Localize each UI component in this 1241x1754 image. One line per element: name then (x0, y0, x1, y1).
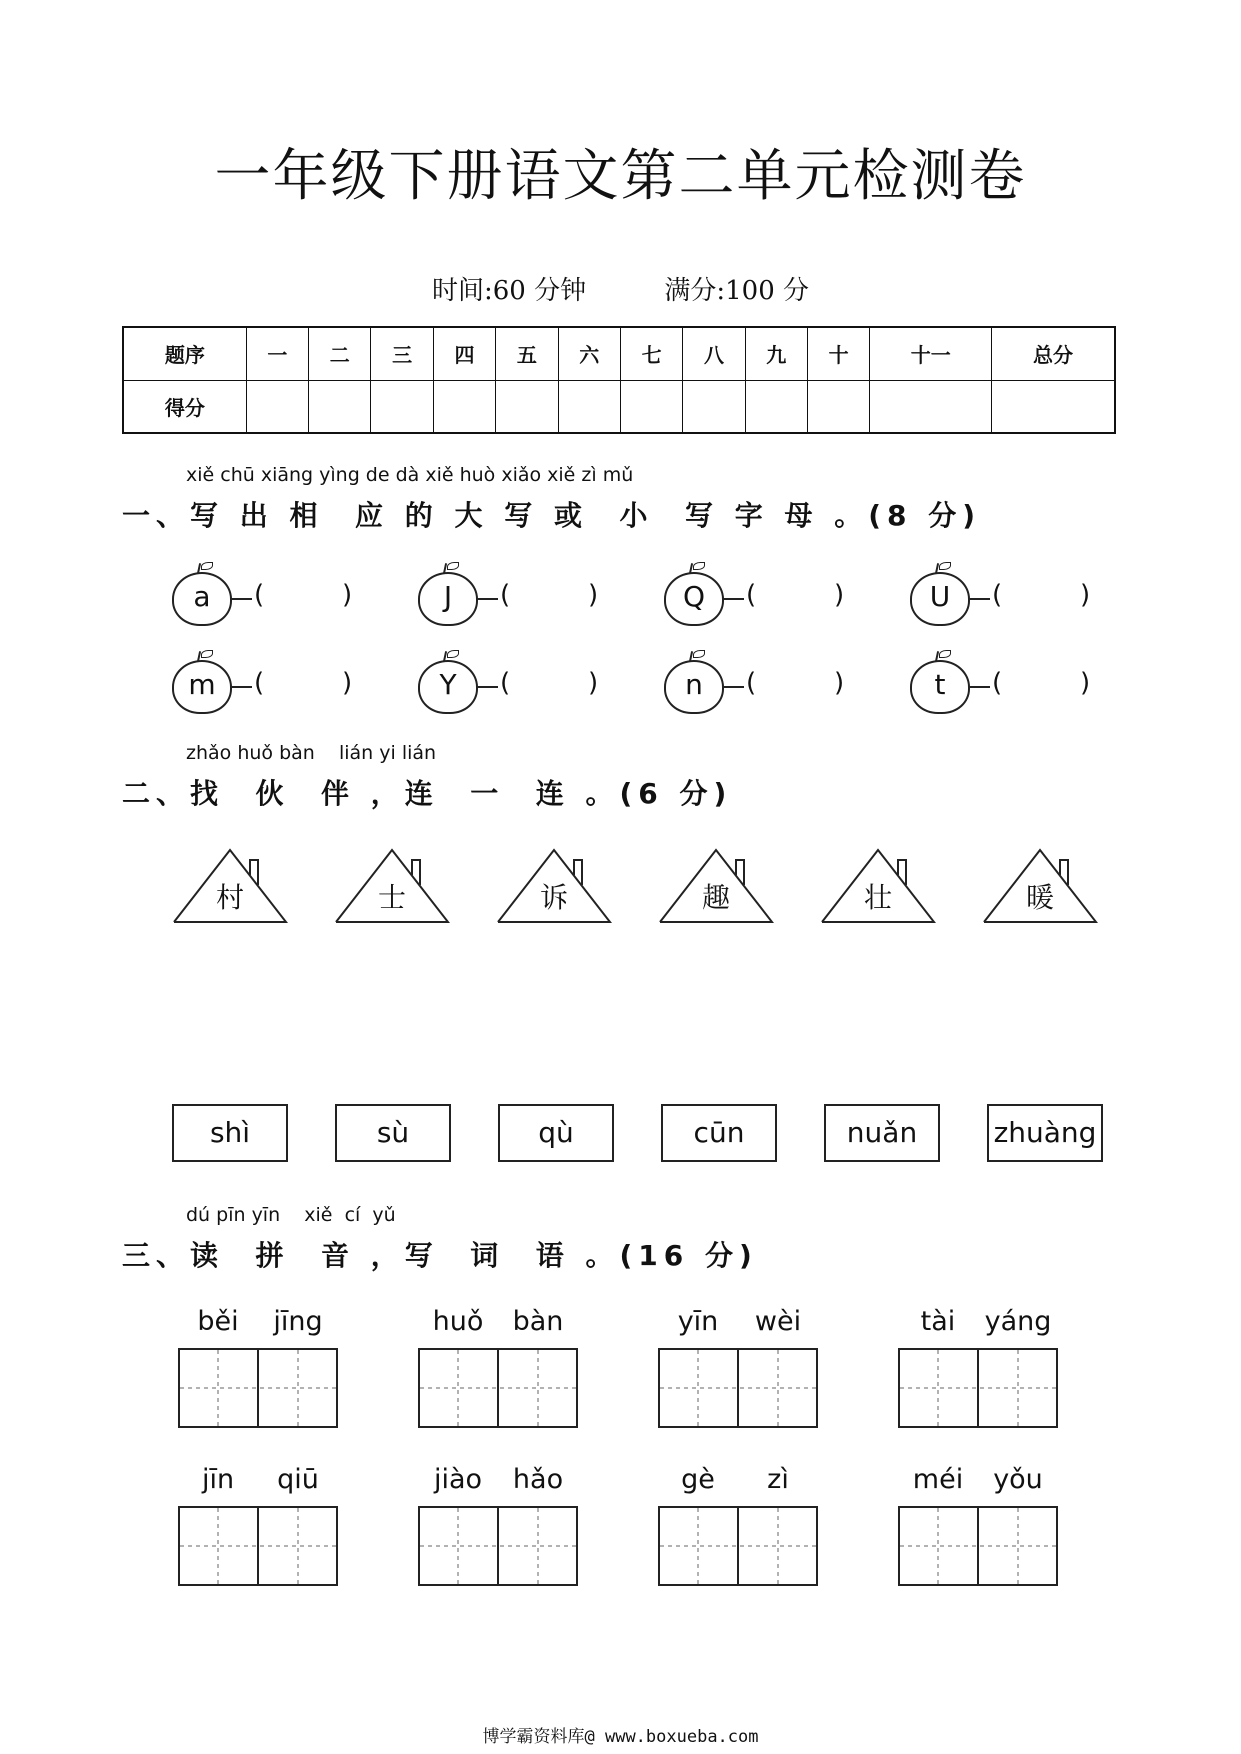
answer-blank[interactable] (1006, 668, 1076, 702)
answer-paren-open: ( (746, 580, 757, 610)
score-header-cell: 七 (620, 327, 682, 380)
score-header-cell: 五 (496, 327, 558, 380)
word-pinyin: qiū (277, 1464, 319, 1495)
house-card[interactable] (982, 848, 1098, 924)
answer-paren-open: ( (500, 668, 511, 698)
word-pinyin: yīn (677, 1306, 719, 1337)
tianzige-grid[interactable] (898, 1506, 1058, 1586)
apple-leaf (939, 650, 951, 658)
answer-blank[interactable] (268, 580, 338, 614)
word-item (178, 1464, 338, 1594)
score-header-cell: 八 (683, 327, 745, 380)
score-cell[interactable] (683, 380, 745, 433)
answer-paren-close: ) (588, 668, 599, 698)
answer-blank[interactable] (760, 668, 830, 702)
answer-paren-close: ) (342, 580, 353, 610)
answer-paren-close: ) (588, 580, 599, 610)
apple-letter: Q (682, 580, 706, 613)
connector-dash (722, 686, 744, 688)
score-cell[interactable] (496, 380, 558, 433)
apple-icon (418, 660, 478, 714)
word-item (178, 1306, 338, 1436)
apple-leaf (201, 562, 213, 570)
tianzige-grid[interactable] (898, 1348, 1058, 1428)
score-header-cell: 十一 (870, 327, 992, 380)
house-card[interactable] (496, 848, 612, 924)
apple-icon (664, 572, 724, 626)
pinyin-box[interactable]: cūn (661, 1104, 777, 1162)
apple-leaf (447, 562, 459, 570)
score-cell[interactable] (745, 380, 807, 433)
answer-paren-open: ( (254, 668, 265, 698)
answer-paren-open: ( (992, 668, 1003, 698)
score-cell[interactable] (433, 380, 495, 433)
exam-meta (0, 270, 1241, 307)
apple-leaf (201, 650, 213, 658)
answer-blank[interactable] (514, 580, 584, 614)
section1-heading: 一、写 出 相 应 的 大 写 或 小 写 字 母 。(8 分) (122, 499, 982, 532)
score-header-cell: 四 (433, 327, 495, 380)
apple-leaf (447, 650, 459, 658)
score-cell[interactable] (246, 380, 308, 433)
connector-dash (230, 686, 252, 688)
word-pinyin: zì (767, 1464, 789, 1495)
apple-icon (910, 660, 970, 714)
apple-letter: t (934, 668, 946, 701)
house-character: 士 (377, 881, 406, 914)
house-character: 壮 (863, 881, 892, 914)
connector-dash (476, 598, 498, 600)
house-character: 诉 (539, 881, 568, 914)
tianzige-grid[interactable] (418, 1506, 578, 1586)
apple-icon (418, 572, 478, 626)
answer-paren-close: ) (1080, 668, 1091, 698)
word-pinyin: gè (681, 1464, 715, 1495)
answer-paren-open: ( (992, 580, 1003, 610)
word-pinyin: jīn (201, 1464, 235, 1495)
answer-paren-open: ( (254, 580, 265, 610)
apple-leaf (939, 562, 951, 570)
section2-heading: 二、找 伙 伴 ，连 一 连 。(6 分) (122, 777, 733, 810)
exam-time: 时间:60 分钟 (431, 276, 587, 306)
answer-blank[interactable] (268, 668, 338, 702)
score-table (122, 326, 1116, 434)
pinyin-box[interactable]: shì (172, 1104, 288, 1162)
answer-blank[interactable] (514, 668, 584, 702)
word-pinyin: huǒ (432, 1306, 484, 1337)
tianzige-grid[interactable] (178, 1506, 338, 1586)
footer-watermark: 博学霸资料库@ www.boxueba.com (482, 1727, 759, 1747)
connector-dash (968, 598, 990, 600)
word-pinyin: běi (197, 1306, 239, 1337)
word-item (898, 1306, 1058, 1436)
page-title: 一年级下册语文第二单元检测卷 (214, 144, 1027, 209)
word-item (898, 1464, 1058, 1594)
answer-paren-open: ( (500, 580, 511, 610)
house-card[interactable] (172, 848, 288, 924)
word-pinyin: jiào (433, 1464, 483, 1495)
word-item (418, 1464, 578, 1594)
score-header-cell: 二 (309, 327, 371, 380)
score-cell[interactable] (558, 380, 620, 433)
answer-paren-close: ) (834, 668, 845, 698)
section3-heading: 三、读 拼 音 ，写 词 语 。(16 分) (122, 1239, 758, 1272)
apple-icon (172, 572, 232, 626)
exam-full-score: 满分:100 分 (664, 276, 810, 306)
score-cell[interactable] (807, 380, 869, 433)
word-item (658, 1306, 818, 1436)
section2-pinyin: zhǎo huǒ bàn lián yi lián (186, 742, 437, 764)
answer-paren-close: ) (834, 580, 845, 610)
tianzige-grid[interactable] (658, 1348, 818, 1428)
word-pinyin: yáng (984, 1306, 1052, 1337)
apple-leaf (693, 562, 705, 570)
answer-paren-close: ) (342, 668, 353, 698)
section3-pinyin: dú pīn yīn xiě cí yǔ (186, 1204, 396, 1226)
score-table-header-row (123, 327, 1115, 380)
apple-letter: m (188, 668, 216, 701)
apple-letter: n (685, 668, 703, 701)
answer-blank[interactable] (1006, 580, 1076, 614)
answer-blank[interactable] (760, 580, 830, 614)
score-header-cell: 总分 (992, 327, 1115, 380)
tianzige-grid[interactable] (418, 1348, 578, 1428)
word-pinyin: hǎo (512, 1464, 564, 1495)
section1-pinyin: xiě chū xiāng yìng de dà xiě huò xiǎo xiě zì mǔ (186, 464, 634, 486)
house-card[interactable] (658, 848, 774, 924)
house-character: 趣 (701, 881, 730, 914)
connector-dash (722, 598, 744, 600)
word-pinyin: jīng (273, 1306, 323, 1337)
tianzige-grid[interactable] (178, 1348, 338, 1428)
score-header-cell: 三 (371, 327, 433, 380)
pinyin-box[interactable]: zhuàng (987, 1104, 1103, 1162)
apple-letter: a (193, 580, 211, 613)
answer-paren-open: ( (746, 668, 757, 698)
score-row-label: 得分 (123, 380, 246, 433)
score-header-cell: 一 (246, 327, 308, 380)
connector-dash (230, 598, 252, 600)
score-cell[interactable] (371, 380, 433, 433)
apple-letter: J (443, 580, 453, 613)
pinyin-box[interactable]: sù (335, 1104, 451, 1162)
house-character: 村 (215, 881, 244, 914)
apple-icon (664, 660, 724, 714)
score-cell[interactable] (620, 380, 682, 433)
apple-letter: U (929, 580, 951, 613)
score-cell[interactable] (309, 380, 371, 433)
pinyin-box[interactable]: qù (498, 1104, 614, 1162)
score-header-cell: 十 (807, 327, 869, 380)
word-pinyin: bàn (512, 1306, 564, 1337)
score-cell[interactable] (870, 380, 992, 433)
word-item (418, 1306, 578, 1436)
apple-leaf (693, 650, 705, 658)
house-card[interactable] (334, 848, 450, 924)
house-card[interactable] (820, 848, 936, 924)
apple-letter: Y (439, 668, 457, 701)
apple-icon (172, 660, 232, 714)
score-cell[interactable] (992, 380, 1115, 433)
word-pinyin: yǒu (993, 1464, 1043, 1495)
score-header-cell: 六 (558, 327, 620, 380)
score-header-cell: 题序 (123, 327, 246, 380)
answer-paren-close: ) (1080, 580, 1091, 610)
tianzige-grid[interactable] (658, 1506, 818, 1586)
score-table-score-row (123, 380, 1115, 433)
pinyin-box[interactable]: nuǎn (824, 1104, 940, 1162)
connector-dash (968, 686, 990, 688)
connector-dash (476, 686, 498, 688)
score-header-cell: 九 (745, 327, 807, 380)
word-pinyin: méi (912, 1464, 964, 1495)
word-pinyin: wèi (754, 1306, 802, 1337)
word-pinyin: tài (920, 1306, 956, 1337)
house-character: 暖 (1025, 881, 1054, 914)
apple-icon (910, 572, 970, 626)
word-item (658, 1464, 818, 1594)
